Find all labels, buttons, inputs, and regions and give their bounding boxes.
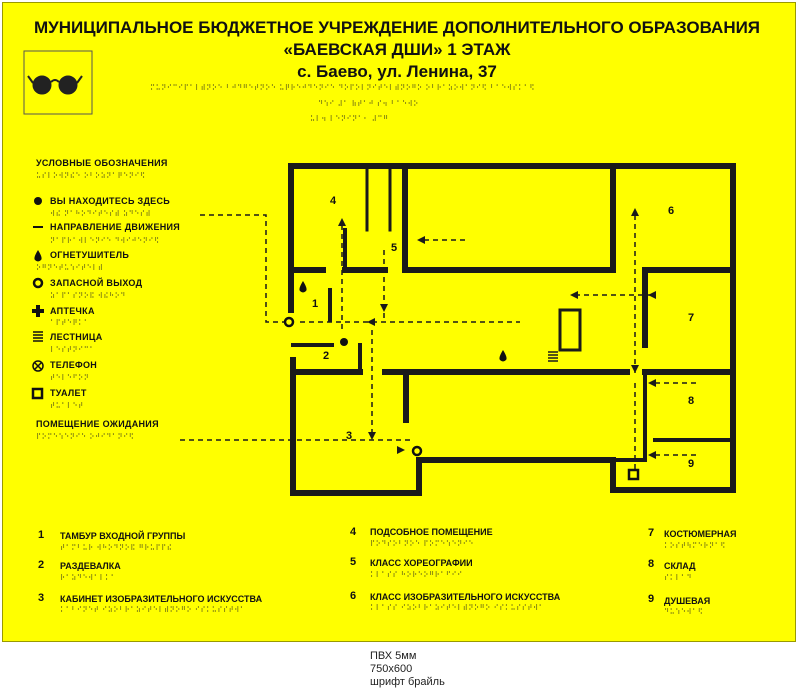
legend-title-braille: ⠥⠎⠇⠕⠺⠝⠮⠑ ⠕⠃⠕⠵⠝⠁⠟⠑⠝⠊⠫ [36,172,146,180]
legend-label: ТЕЛЕФОН [50,360,98,370]
room-braille: ⠅⠕⠎⠞⠳⠍⠑⠗⠝⠁⠫ [664,542,726,550]
room-braille: ⠞⠁⠍⠃⠥⠗ ⠺⠓⠕⠙⠝⠕⠯ ⠛⠗⠥⠏⠏⠮ [60,544,173,552]
legend-label: ТУАЛЕТ [50,388,87,398]
room-num: 6 [350,590,357,602]
room-num: 3 [38,592,45,604]
legend-braille: ⠝⠁⠏⠗⠁⠺⠇⠑⠝⠊⠑ ⠙⠺⠊⠚⠑⠝⠊⠫ [50,237,160,245]
room-label: ПОДСОБНОЕ ПОМЕЩЕНИЕ [370,527,493,537]
plan-label: 7 [688,312,695,324]
room-label: СКЛАД [664,561,696,571]
braille-header-1: ⠍⠥⠝⠊⠉⠊⠏⠁⠇⠾⠝⠕⠑ ⠃⠚⠙⠛⠑⠞⠝⠕⠑ ⠥⠟⠗⠑⠚⠙⠑⠝⠊⠑ ⠙⠕⠏⠕⠇⠝⠊⠞⠑⠇⠾⠝⠕⠛⠕ ⠕⠃⠗⠁⠵⠕⠺⠁⠝⠊⠫ ⠃⠁⠑⠺⠎⠅⠁⠫ [150,84,536,92]
room-braille: ⠅⠁⠃⠊⠝⠑⠞ ⠊⠵⠕⠃⠗⠁⠵⠊⠞⠑⠇⠾⠝⠕⠛⠕ ⠊⠎⠅⠥⠎⠎⠞⠺⠁ [60,606,246,614]
room-label: КОСТЮМЕРНАЯ [664,529,737,539]
room-braille: ⠏⠕⠙⠎⠕⠃⠝⠕⠑ ⠏⠕⠍⠑⠱⠑⠝⠊⠑ [370,540,475,548]
room-num: 5 [350,556,357,568]
braille-header-3: ⠥⠇⠲ ⠇⠑⠝⠊⠝⠁⠂ ⠼⠉⠛ [310,115,389,123]
legend-braille: ⠵⠁⠏⠁⠎⠝⠕⠯ ⠺⠮⠓⠕⠙ [50,292,126,300]
legend-label: ОГНЕТУШИТЕЛЬ [50,250,130,260]
room-label: КЛАСС ИЗОБРАЗИТЕЛЬНОГО ИСКУССТВА [370,592,561,602]
plan-label: 2 [323,350,330,362]
legend-label: ЛЕСТНИЦА [50,332,103,342]
room-label: ТАМБУР ВХОДНОЙ ГРУППЫ [60,531,186,541]
floor-title: «БАЕВСКАЯ ДШИ» 1 ЭТАЖ [283,40,511,59]
waiting-area-braille: ⠏⠕⠍⠑⠱⠑⠝⠊⠑ ⠕⠚⠊⠙⠁⠝⠊⠫ [36,433,135,441]
legend-braille: ⠺⠮ ⠝⠁⠓⠕⠙⠊⠞⠑⠎⠾ ⠵⠙⠑⠎⠾ [50,210,152,218]
room-num: 2 [38,559,45,571]
room-num: 4 [350,526,357,538]
legend-label: АПТЕЧКА [50,306,95,316]
room-braille: ⠎⠅⠇⠁⠙ [664,574,693,582]
legend-braille: ⠇⠑⠎⠞⠝⠊⠉⠁ [50,346,96,354]
plan-label: 3 [346,430,353,442]
font-spec: шрифт брайль [370,676,445,688]
room-label: КЛАСС ХОРЕОГРАФИИ [370,558,473,568]
plan-label: 1 [312,298,319,310]
legend-braille: ⠞⠑⠇⠑⠋⠕⠝ [50,374,90,382]
room-label: РАЗДЕВАЛКА [60,561,121,571]
legend-braille: ⠕⠛⠝⠑⠞⠥⠱⠊⠞⠑⠇⠾ [36,264,104,272]
waiting-area-label: ПОМЕЩЕНИЕ ОЖИДАНИЯ [36,419,159,429]
room-label: ДУШЕВАЯ [664,596,711,606]
room-braille: ⠙⠥⠱⠑⠺⠁⠫ [664,608,704,616]
room-braille: ⠗⠁⠵⠙⠑⠺⠁⠇⠅⠁ [60,574,117,582]
legend-label: ВЫ НАХОДИТЕСЬ ЗДЕСЬ [50,196,171,206]
legend-braille: ⠞⠥⠁⠇⠑⠞ [50,402,84,410]
plan-label: 9 [688,458,695,470]
room-braille: ⠅⠇⠁⠎⠎ ⠓⠕⠗⠑⠕⠛⠗⠁⠋⠊⠊ [370,571,463,579]
room-braille: ⠅⠇⠁⠎⠎ ⠊⠵⠕⠃⠗⠁⠵⠊⠞⠑⠇⠾⠝⠕⠛⠕ ⠊⠎⠅⠥⠎⠎⠞⠺⠁ [370,604,545,612]
legend-braille: ⠁⠏⠞⠑⠟⠅⠁ [50,319,90,327]
legend-label: НАПРАВЛЕНИЕ ДВИЖЕНИЯ [50,222,181,232]
legend-label: ЗАПАСНОЙ ВЫХОД [50,278,143,288]
plan-label: 5 [391,242,398,254]
plan-label: 8 [688,395,695,407]
legend-title: УСЛОВНЫЕ ОБОЗНАЧЕНИЯ [36,158,168,168]
size-spec: 750х600 [370,663,413,675]
room-num: 9 [648,593,655,605]
plan-label: 4 [330,195,337,207]
plan-label: 6 [668,205,675,217]
braille-header-2: ⠙⠱⠊ ⠼⠁ ⠷⠞⠁⠚ ⠎⠲ ⠃⠁⠑⠺⠕ [318,100,419,108]
room-label: КАБИНЕТ ИЗОБРАЗИТЕЛЬНОГО ИСКУССТВА [60,594,263,604]
room-num: 7 [648,527,655,539]
institution-title: МУНИЦИПАЛЬНОЕ БЮДЖЕТНОЕ УЧРЕЖДЕНИЕ ДОПОЛНИТЕЛЬНОГО ОБРАЗОВАНИЯ [33,18,761,37]
material-spec: ПВХ 5мм [370,650,417,662]
room-num: 1 [38,529,45,541]
room-num: 8 [648,558,655,570]
address: с. Баево, ул. Ленина, 37 [297,62,497,81]
